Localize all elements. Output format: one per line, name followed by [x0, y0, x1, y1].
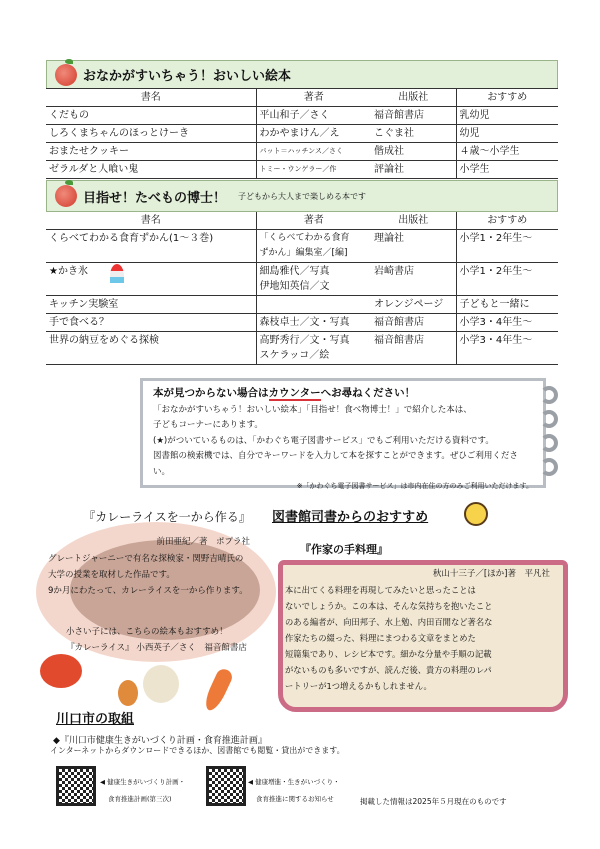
book-rec: 小学3・4年生～	[456, 332, 558, 365]
book-title: しろくまちゃんのほっとけーき	[46, 125, 256, 143]
curry-desc-line: グレートジャーニーで有名な探検家・関野吉晴氏の	[48, 554, 244, 564]
col-header: 出版社	[371, 89, 456, 107]
col-header: おすすめ	[456, 212, 558, 230]
info-line: 子どもコーナーにあります。	[153, 420, 263, 430]
heading-text: へお尋ねください！	[320, 387, 416, 399]
author-line: 「くらべてわかる食育	[259, 233, 350, 243]
info-note: ※「かわぐち電子図書サービス」は市内在住の方のみご利用いただけます。	[296, 482, 533, 490]
book-publisher: 理論社	[371, 230, 456, 263]
book-title: ★かき氷	[49, 266, 88, 277]
info-line: 「おなかがすいちゃう！おいしい絵本」「目指せ！食べ物博士！」で紹介した本は、	[153, 404, 472, 415]
author-line: ずかん」編集室／[編]	[259, 248, 348, 258]
author-line: 伊地知英信／文	[259, 281, 330, 292]
book-author	[256, 296, 371, 314]
book-publisher: 岩崎書店	[371, 263, 456, 296]
city-plan-title: ◆『川口市健康生きがいづくり計画・食育推進計画』	[53, 736, 267, 746]
table-row	[46, 332, 558, 365]
table-row	[46, 143, 558, 161]
col-header: 書名	[46, 89, 256, 107]
spiral-icon	[540, 410, 558, 428]
author-line: 細島雅代／写真	[259, 266, 330, 277]
book-title: 世界の納豆をめぐる探検	[46, 332, 256, 365]
curry-book-title: 『カレーライスを一から作る』	[83, 510, 251, 524]
book-title: 手で食べる？	[46, 314, 256, 332]
potato-illustration	[118, 680, 138, 706]
librarian-desc-line: ートリーが1つ増えるかもしれません。	[285, 681, 432, 691]
book-title-cell	[46, 263, 256, 296]
book-rec: ４歳～小学生	[456, 143, 558, 161]
book-rec: 子どもと一緒に	[456, 296, 558, 314]
onion-illustration	[143, 665, 179, 703]
bee-reading-icon	[464, 502, 488, 526]
book-publisher: オレンジページ	[371, 296, 456, 314]
book-title: おまたせクッキー	[46, 143, 256, 161]
curry-desc-line: 9か月にわたって、カレーライスを一から作ります。	[48, 586, 248, 596]
book-publisher: 福音館書店	[371, 107, 456, 125]
curry-extra: 小さい子には、こちらの絵本もおすすめ！	[66, 627, 228, 637]
spiral-icon	[540, 434, 558, 452]
table-row	[46, 125, 558, 143]
librarian-desc-line: 本に出てくる料理を再現してみたいと思ったことは	[285, 585, 476, 595]
info-line: (★)がついているものは、「かわぐち電子図書サービス」でもご利用いただける資料です。	[153, 435, 494, 446]
book-rec: 小学生	[456, 161, 558, 179]
col-header: 出版社	[371, 212, 456, 230]
librarian-byline: 秋山十三子／[ほか]著 平凡社	[432, 569, 550, 579]
author-line: 高野秀行／文・写真	[259, 335, 350, 346]
section2-title: 目指せ！たべもの博士！	[83, 190, 227, 206]
book-publisher: 偕成社	[371, 143, 456, 161]
curry-desc-line: 大学の授業を取材した作品です。	[48, 570, 175, 580]
qr-label: 食育推進に関するお知らせ	[256, 795, 334, 803]
section1-title: おなかがすいちゃう！おいしい絵本	[83, 69, 292, 84]
curry-extra-book: 『カレーライス』 小西英子／さく 福音館書店	[66, 643, 247, 653]
librarian-desc-line: がないものも多いですが、読んだ後、貴方の料理のレパ	[285, 665, 492, 675]
apple-icon	[55, 64, 77, 86]
qr-label: ◀ 健康増進・生きがいづくり・	[248, 778, 340, 786]
qr-code[interactable]	[56, 766, 96, 806]
col-header: 書名	[46, 212, 256, 230]
tomato-illustration	[40, 654, 82, 688]
carrot-illustration	[201, 667, 234, 714]
qr-label: 食育推進計画(第三次)	[108, 795, 172, 803]
author-line: スケラッコ／絵	[259, 350, 330, 361]
table-row	[46, 230, 558, 263]
footer-note: 掲載した情報は2025年５月現在のものです	[360, 797, 507, 806]
book-rec: 幼児	[456, 125, 558, 143]
section2-table	[46, 212, 558, 365]
section1-table	[46, 88, 558, 179]
book-title: くだもの	[46, 107, 256, 125]
librarian-desc-line: 短篇集であり、レシピ本です。細かな分量や手順の記載	[285, 649, 492, 659]
book-title: くらべてわかる食育ずかん(1～３巻)	[46, 230, 256, 263]
qr-label: ◀ 健康生きがいづくり計画・	[100, 778, 186, 786]
section2-subtitle: 子どもから大人まで楽しめる本です	[238, 191, 367, 201]
librarian-heading: 図書館司書からのおすすめ	[272, 510, 429, 525]
book-author: パット＝ハッチンス／さく	[256, 143, 371, 161]
table-row	[46, 107, 558, 125]
col-header: おすすめ	[456, 89, 558, 107]
curry-byline: 前田亜紀／著 ポプラ社	[156, 537, 250, 547]
table-row	[46, 263, 558, 296]
book-rec: 小学3・4年生～	[456, 314, 558, 332]
book-author: トミー・ウンゲラー／作	[256, 161, 371, 179]
spiral-icon	[540, 386, 558, 404]
book-title: キッチン実験室	[46, 296, 256, 314]
heading-highlight: カウンター	[268, 387, 321, 399]
book-publisher: 福音館書店	[371, 332, 456, 365]
section1-header	[46, 60, 558, 89]
book-title: ゼラルダと人喰い鬼	[46, 161, 256, 179]
col-header: 著者	[256, 212, 371, 230]
librarian-desc-line: 作家たちの綴った、料理にまつわる文章をまとめた	[285, 633, 476, 643]
qr-code[interactable]	[206, 766, 246, 806]
book-author: 平山和子／さく	[256, 107, 371, 125]
book-author	[256, 332, 371, 365]
book-author	[256, 230, 371, 263]
book-publisher: 評論社	[371, 161, 456, 179]
table-row	[46, 314, 558, 332]
book-rec: 小学1・2年生～	[456, 230, 558, 263]
book-author: わかやまけん／え	[256, 125, 371, 143]
col-header: 著者	[256, 89, 371, 107]
info-box	[140, 378, 546, 488]
shaved-ice-icon	[110, 264, 124, 288]
section2-header	[46, 180, 558, 212]
book-rec: 小学1・2年生～	[456, 263, 558, 296]
librarian-book-title: 『作家の手料理』	[300, 543, 388, 556]
librarian-desc-line: のある編者が、向田邦子、水上勉、内田百閒など著名な	[285, 617, 493, 627]
table-row	[46, 296, 558, 314]
librarian-desc-line: ないでしょうか。この本は、そんな気持ちを抱いたこと	[285, 601, 493, 611]
city-heading: 川口市の取組	[56, 712, 135, 727]
book-publisher: こぐま社	[371, 125, 456, 143]
city-desc: インターネットからダウンロードできるほか、図書館でも閲覧・貸出ができます。	[50, 746, 345, 755]
table-row	[46, 161, 558, 179]
spiral-icon	[540, 458, 558, 476]
book-author	[256, 263, 371, 296]
apple-icon	[55, 185, 77, 207]
heading-text: 本が見つからない場合は	[153, 387, 269, 399]
book-rec: 乳幼児	[456, 107, 558, 125]
info-line: 図書館の検索機では、自分でキーワードを入力して本を探すことができます。ぜひご利用ください。	[153, 451, 518, 477]
info-heading	[153, 386, 533, 403]
book-publisher: 福音館書店	[371, 314, 456, 332]
book-author: 森枝卓士／文・写真	[256, 314, 371, 332]
